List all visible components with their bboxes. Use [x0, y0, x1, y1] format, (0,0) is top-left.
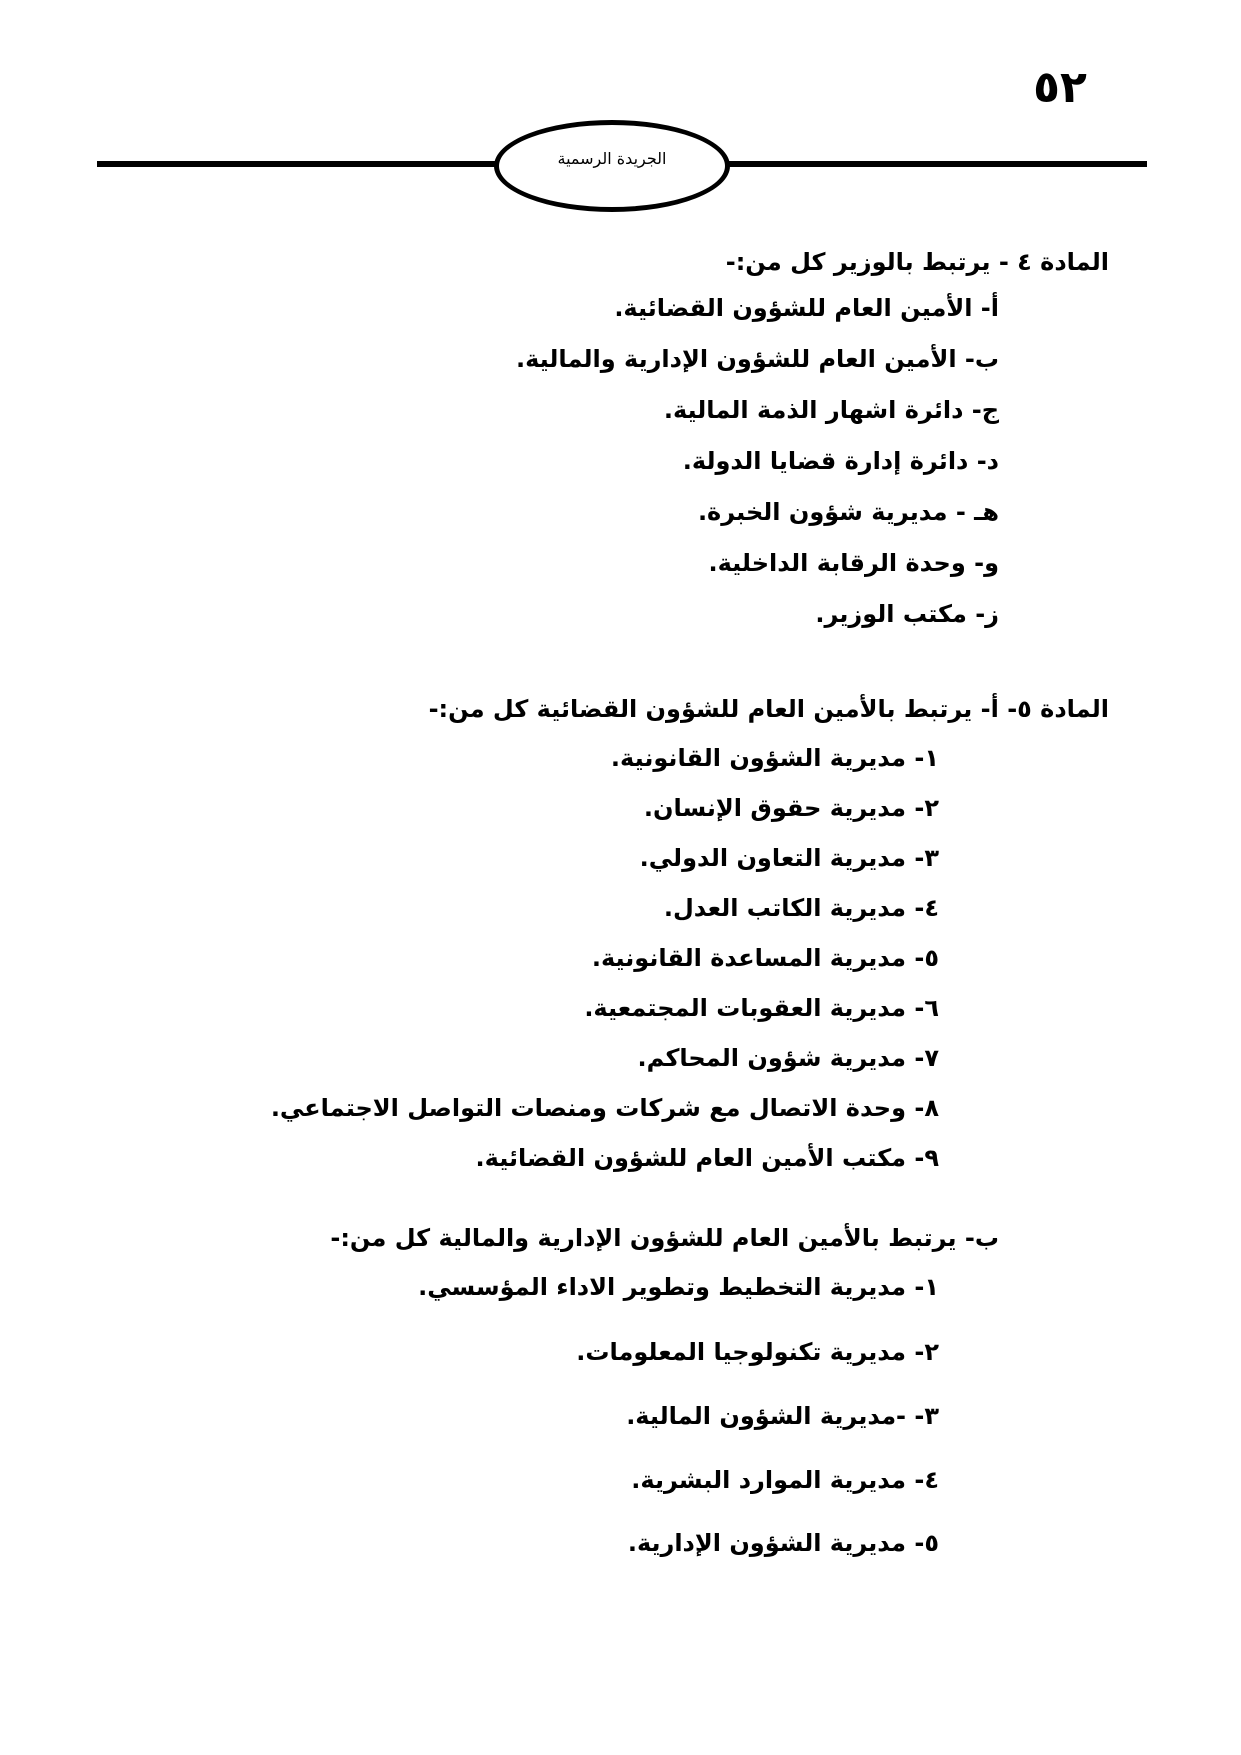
- article-5a-item: ٢- مديرية حقوق الإنسان.: [643, 794, 939, 822]
- article-5a-item: ٤- مديرية الكاتب العدل.: [663, 894, 939, 922]
- gazette-title-oval: [494, 120, 730, 212]
- article-5b-item: ١- مديرية التخطيط وتطوير الاداء المؤسسي.: [418, 1273, 939, 1301]
- article-5a-item: ٥- مديرية المساعدة القانونية.: [591, 944, 939, 972]
- article-4-item: ز- مكتب الوزير.: [815, 600, 999, 628]
- article-5b-item: ٥- مديرية الشؤون الإدارية.: [627, 1529, 939, 1557]
- article-4-item: د- دائرة إدارة قضايا الدولة.: [682, 447, 999, 475]
- article-5b-item: ٣- -مديرية الشؤون المالية.: [626, 1402, 939, 1430]
- article-5a-item: ٩- مكتب الأمين العام للشؤون القضائية.: [475, 1144, 939, 1172]
- header-rule-right: [725, 161, 1147, 167]
- article-5b-item: ٢- مديرية تكنولوجيا المعلومات.: [576, 1338, 939, 1366]
- article-5a-item: ٧- مديرية شؤون المحاكم.: [637, 1044, 939, 1072]
- article-5a-item: ٦- مديرية العقوبات المجتمعية.: [584, 994, 939, 1022]
- article-4-item: ب- الأمين العام للشؤون الإدارية والمالية.: [515, 345, 999, 373]
- article-4-item: هـ - مديرية شؤون الخبرة.: [697, 498, 999, 526]
- article-4-item: ج- دائرة اشهار الذمة المالية.: [663, 396, 999, 424]
- article-5a-item: ٣- مديرية التعاون الدولي.: [639, 844, 939, 872]
- page-number: ٥٢: [1033, 62, 1087, 113]
- header-rule-left: [97, 161, 497, 167]
- article-5a-item: ٨- وحدة الاتصال مع شركات ومنصات التواصل الاجتماعي.: [270, 1094, 939, 1122]
- article-5-heading: المادة ٥- أ- يرتبط بالأمين العام للشؤون القضائية كل من:-: [428, 695, 1109, 723]
- article-5b-item: ٤- مديرية الموارد البشرية.: [631, 1466, 939, 1494]
- article-4-item: أ- الأمين العام للشؤون القضائية.: [614, 294, 999, 322]
- article-4-item: و- وحدة الرقابة الداخلية.: [708, 549, 999, 577]
- article-5a-item: ١- مديرية الشؤون القانونية.: [610, 744, 939, 772]
- article-4-heading: المادة ٤ - يرتبط بالوزير كل من:-: [725, 248, 1109, 276]
- gazette-title: الجريدة الرسمية: [557, 149, 667, 168]
- article-5b-heading: ب- يرتبط بالأمين العام للشؤون الإدارية والمالية كل من:-: [330, 1224, 999, 1252]
